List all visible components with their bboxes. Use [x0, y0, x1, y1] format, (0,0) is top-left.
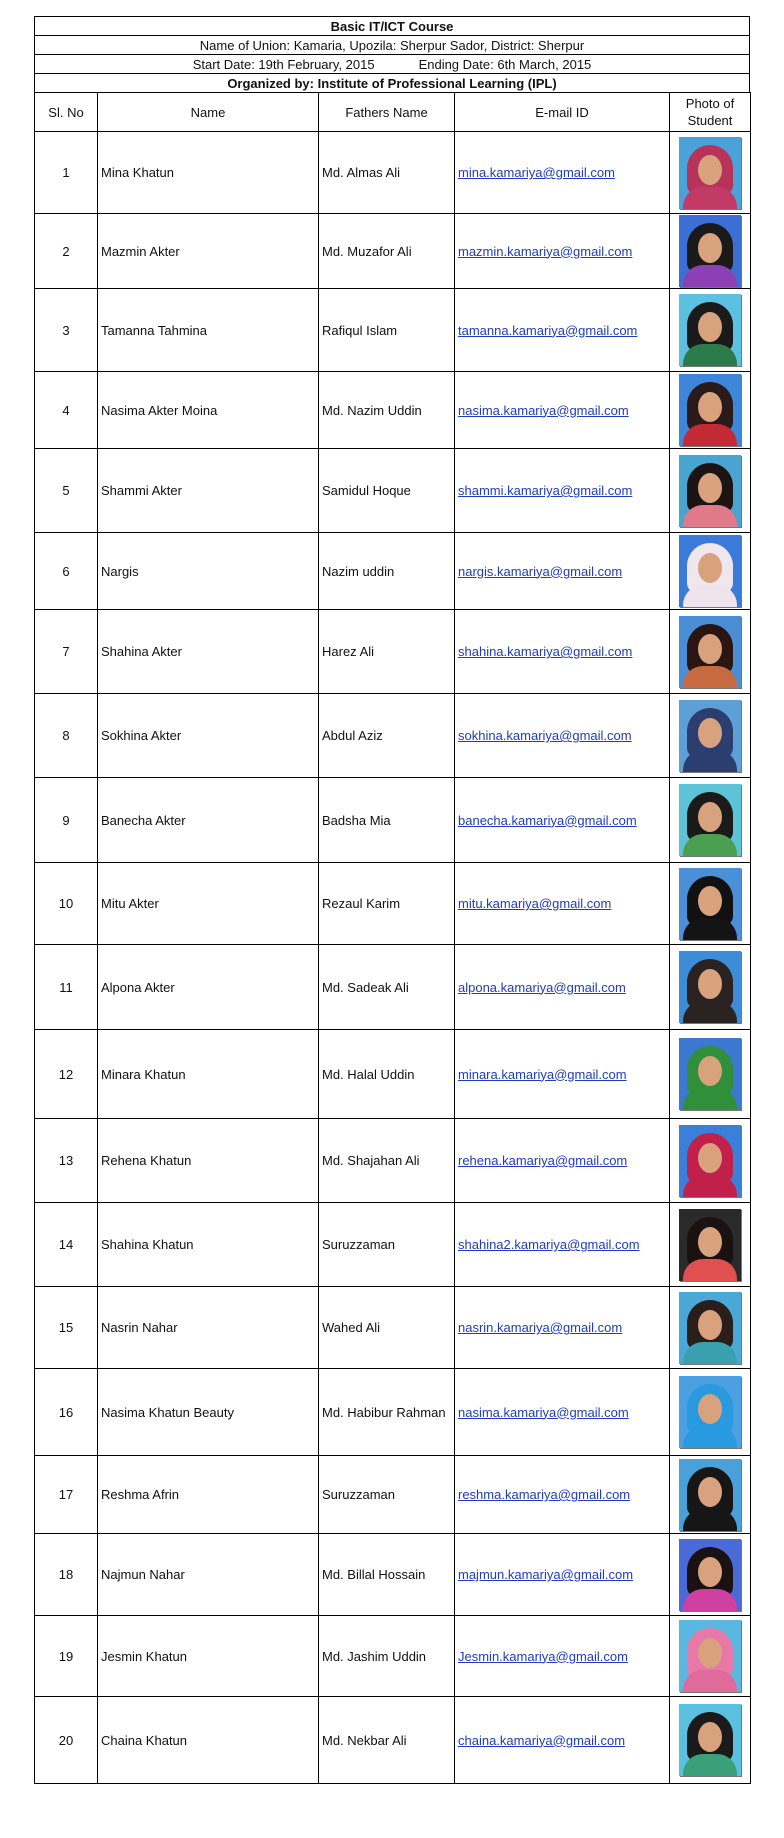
- student-name: Banecha Akter: [98, 778, 319, 863]
- table-row: [35, 1119, 751, 1203]
- photo-cell: [670, 372, 751, 449]
- col-header-sl: Sl. No: [35, 93, 98, 132]
- student-name: Mazmin Akter: [98, 214, 319, 289]
- email-cell: [455, 1287, 670, 1369]
- table-row: [35, 1369, 751, 1456]
- photo-cell: [670, 1456, 751, 1534]
- table-row: [35, 214, 751, 289]
- email-link[interactable]: sokhina.kamariya@gmail.com: [458, 728, 632, 743]
- father-name: Harez Ali: [319, 610, 455, 694]
- table-row: [35, 289, 751, 372]
- photo-cell: [670, 1287, 751, 1369]
- student-rows: [35, 132, 751, 1784]
- serial-number: 9: [35, 778, 98, 863]
- student-photo: [679, 1459, 741, 1531]
- email-link[interactable]: rehena.kamariya@gmail.com: [458, 1153, 628, 1168]
- email-link[interactable]: alpona.kamariya@gmail.com: [458, 979, 626, 995]
- email-link[interactable]: reshma.kamariya@gmail.com: [458, 1487, 631, 1502]
- serial-number: 20: [35, 1697, 98, 1784]
- email-link[interactable]: Jesmin.kamariya@gmail.com: [458, 1648, 628, 1664]
- serial-number: 3: [35, 289, 98, 372]
- photo-cell: [670, 945, 751, 1030]
- email-cell: [455, 1534, 670, 1616]
- student-name: Shammi Akter: [98, 449, 319, 533]
- table-row: [35, 533, 751, 610]
- father-name: Md. Nazim Uddin: [319, 372, 455, 449]
- student-photo: [679, 1292, 741, 1364]
- father-name: Md. Shajahan Ali: [319, 1119, 455, 1203]
- student-photo: [679, 1038, 741, 1110]
- serial-number: 14: [35, 1203, 98, 1287]
- email-link[interactable]: tamanna.kamariya@gmail.com: [458, 322, 638, 338]
- serial-number: 12: [35, 1030, 98, 1119]
- photo-cell: [670, 1534, 751, 1616]
- email-cell: [455, 945, 670, 1030]
- email-cell: [455, 449, 670, 533]
- table-row: [35, 1203, 751, 1287]
- father-name: Md. Nekbar Ali: [319, 1697, 455, 1784]
- photo-cell: [670, 1203, 751, 1287]
- photo-cell: [670, 1369, 751, 1456]
- student-name: Jesmin Khatun: [98, 1616, 319, 1697]
- photo-cell: [670, 1697, 751, 1784]
- father-name: Md. Habibur Rahman: [319, 1369, 455, 1456]
- col-header-email: E-mail ID: [455, 93, 670, 132]
- email-cell: [455, 863, 670, 945]
- student-name: Reshma Afrin: [98, 1456, 319, 1534]
- father-name: Badsha Mia: [319, 778, 455, 863]
- table-row: [35, 372, 751, 449]
- email-cell: [455, 1119, 670, 1203]
- photo-cell: [670, 863, 751, 945]
- student-photo: [679, 137, 741, 209]
- father-name: Wahed Ali: [319, 1287, 455, 1369]
- email-link[interactable]: mitu.kamariya@gmail.com: [458, 896, 612, 911]
- email-cell: [455, 1616, 670, 1697]
- union-line: Name of Union: Kamaria, Upozila: Sherpur Sador, District: Sherpur: [34, 35, 750, 54]
- photo-cell: [670, 1119, 751, 1203]
- email-cell: [455, 610, 670, 694]
- serial-number: 16: [35, 1369, 98, 1456]
- email-link[interactable]: majmun.kamariya@gmail.com: [458, 1567, 634, 1582]
- email-cell: [455, 694, 670, 778]
- serial-number: 13: [35, 1119, 98, 1203]
- table-row: [35, 449, 751, 533]
- father-name: Rezaul Karim: [319, 863, 455, 945]
- photo-cell: [670, 694, 751, 778]
- email-link[interactable]: minara.kamariya@gmail.com: [458, 1066, 627, 1082]
- student-name: Mitu Akter: [98, 863, 319, 945]
- student-name: Alpona Akter: [98, 945, 319, 1030]
- table-row: [35, 132, 751, 214]
- student-name: Nasima Khatun Beauty: [98, 1369, 319, 1456]
- photo-cell: [670, 1030, 751, 1119]
- table-row: [35, 1030, 751, 1119]
- email-link[interactable]: mazmin.kamariya@gmail.com: [458, 243, 633, 259]
- father-name: Abdul Aziz: [319, 694, 455, 778]
- email-cell: [455, 132, 670, 214]
- email-link[interactable]: mina.kamariya@gmail.com: [458, 165, 615, 180]
- table-row: [35, 863, 751, 945]
- father-name: Suruzzaman: [319, 1203, 455, 1287]
- student-photo: [679, 700, 741, 772]
- student-name: Tamanna Tahmina: [98, 289, 319, 372]
- col-header-name: Name: [98, 93, 319, 132]
- email-link[interactable]: nargis.kamariya@gmail.com: [458, 563, 623, 579]
- col-header-photo: Photo of Student: [670, 93, 751, 132]
- father-name: Md. Billal Hossain: [319, 1534, 455, 1616]
- table-header-row: [35, 93, 751, 132]
- student-name: Nargis: [98, 533, 319, 610]
- student-photo: [679, 535, 741, 607]
- father-name: Suruzzaman: [319, 1456, 455, 1534]
- email-link[interactable]: shahina.kamariya@gmail.com: [458, 644, 633, 659]
- serial-number: 1: [35, 132, 98, 214]
- photo-cell: [670, 449, 751, 533]
- student-photo: [679, 868, 741, 940]
- student-name: Minara Khatun: [98, 1030, 319, 1119]
- student-photo: [679, 1620, 741, 1692]
- student-photo: [679, 1539, 741, 1611]
- father-name: Md. Halal Uddin: [319, 1030, 455, 1119]
- table-row: [35, 610, 751, 694]
- student-photo: [679, 294, 741, 366]
- email-cell: [455, 1369, 670, 1456]
- course-title: Basic IT/ICT Course: [34, 16, 750, 35]
- serial-number: 7: [35, 610, 98, 694]
- organizer-line: Organized by: Institute of Professional Learning (IPL): [34, 73, 750, 92]
- student-photo: [679, 784, 741, 856]
- email-cell: [455, 1697, 670, 1784]
- father-name: Md. Muzafor Ali: [319, 214, 455, 289]
- student-name: Najmun Nahar: [98, 1534, 319, 1616]
- email-link[interactable]: nasrin.kamariya@gmail.com: [458, 1320, 623, 1335]
- table-row: [35, 778, 751, 863]
- email-cell: [455, 289, 670, 372]
- student-name: Nasima Akter Moina: [98, 372, 319, 449]
- student-name: Rehena Khatun: [98, 1119, 319, 1203]
- serial-number: 10: [35, 863, 98, 945]
- table-row: [35, 1456, 751, 1534]
- email-cell: [455, 1030, 670, 1119]
- table-row: [35, 694, 751, 778]
- col-header-father: Fathers Name: [319, 93, 455, 132]
- father-name: Rafiqul Islam: [319, 289, 455, 372]
- student-photo: [679, 1125, 741, 1197]
- email-link[interactable]: banecha.kamariya@gmail.com: [458, 812, 637, 828]
- email-cell: [455, 778, 670, 863]
- table-row: [35, 1534, 751, 1616]
- student-photo: [679, 1704, 741, 1776]
- father-name: Samidul Hoque: [319, 449, 455, 533]
- email-link[interactable]: shammi.kamariya@gmail.com: [458, 483, 633, 498]
- student-photo: [679, 951, 741, 1023]
- end-date: Ending Date: 6th March, 2015: [418, 57, 592, 72]
- student-photo: [679, 616, 741, 688]
- student-name: Mina Khatun: [98, 132, 319, 214]
- email-cell: [455, 1203, 670, 1287]
- father-name: Md. Jashim Uddin: [319, 1616, 455, 1697]
- serial-number: 19: [35, 1616, 98, 1697]
- table-row: [35, 1287, 751, 1369]
- student-name: Sokhina Akter: [98, 694, 319, 778]
- father-name: Md. Almas Ali: [319, 132, 455, 214]
- student-name: Shahina Khatun: [98, 1203, 319, 1287]
- student-name: Nasrin Nahar: [98, 1287, 319, 1369]
- serial-number: 2: [35, 214, 98, 289]
- table-row: [35, 945, 751, 1030]
- student-name: Shahina Akter: [98, 610, 319, 694]
- student-photo: [679, 455, 741, 527]
- student-photo: [679, 1376, 741, 1448]
- email-cell: [455, 214, 670, 289]
- student-list-sheet: [34, 16, 750, 1784]
- serial-number: 4: [35, 372, 98, 449]
- photo-cell: [670, 214, 751, 289]
- student-photo: [679, 215, 741, 287]
- serial-number: 18: [35, 1534, 98, 1616]
- father-name: Md. Sadeak Ali: [319, 945, 455, 1030]
- student-photo: [679, 374, 741, 446]
- email-link[interactable]: shahina2.kamariya@gmail.com: [458, 1237, 640, 1252]
- table-row: [35, 1697, 751, 1784]
- serial-number: 17: [35, 1456, 98, 1534]
- photo-cell: [670, 132, 751, 214]
- email-cell: [455, 372, 670, 449]
- table-row: [35, 1616, 751, 1697]
- student-name: Chaina Khatun: [98, 1697, 319, 1784]
- photo-cell: [670, 533, 751, 610]
- start-date: Start Date: 19th February, 2015: [192, 57, 375, 72]
- photo-cell: [670, 289, 751, 372]
- student-photo: [679, 1209, 741, 1281]
- date-line: [34, 54, 750, 73]
- email-cell: [455, 533, 670, 610]
- serial-number: 5: [35, 449, 98, 533]
- email-link[interactable]: chaina.kamariya@gmail.com: [458, 1732, 626, 1748]
- photo-cell: [670, 778, 751, 863]
- photo-cell: [670, 610, 751, 694]
- serial-number: 6: [35, 533, 98, 610]
- serial-number: 8: [35, 694, 98, 778]
- email-link[interactable]: nasima.kamariya@gmail.com: [458, 402, 629, 418]
- photo-cell: [670, 1616, 751, 1697]
- email-link[interactable]: nasima.kamariya@gmail.com: [458, 1404, 629, 1420]
- serial-number: 15: [35, 1287, 98, 1369]
- email-cell: [455, 1456, 670, 1534]
- student-table: [34, 92, 751, 1784]
- father-name: Nazim uddin: [319, 533, 455, 610]
- serial-number: 11: [35, 945, 98, 1030]
